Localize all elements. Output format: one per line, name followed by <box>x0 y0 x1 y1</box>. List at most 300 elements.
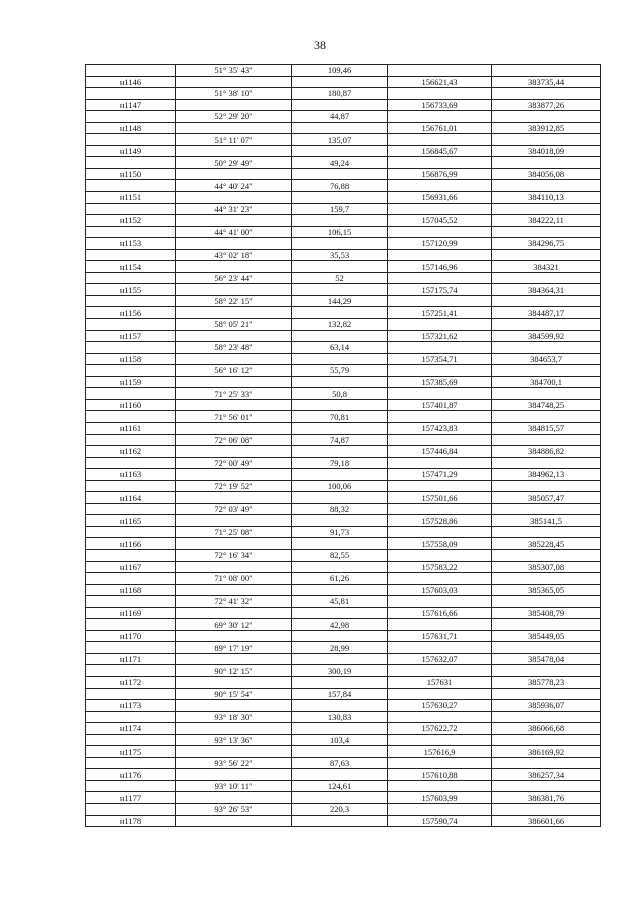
y-cell: 384700,1 <box>492 376 601 388</box>
angle-cell <box>176 307 292 319</box>
x-cell <box>388 434 492 446</box>
angle-cell: 71° 25' 33" <box>176 388 292 400</box>
table-row <box>86 411 601 423</box>
y-cell <box>492 319 601 331</box>
length-cell: 88,32 <box>292 503 388 515</box>
point-cell: н1163 <box>86 469 176 481</box>
angle-cell: 56° 23' 44" <box>176 272 292 284</box>
length-cell: 103,4 <box>292 734 388 746</box>
length-cell <box>292 261 388 273</box>
angle-cell <box>176 584 292 596</box>
x-cell <box>388 388 492 400</box>
angle-cell <box>176 122 292 134</box>
table-row <box>86 711 601 723</box>
length-cell: 44,87 <box>292 111 388 123</box>
length-cell <box>292 469 388 481</box>
point-cell: н1164 <box>86 492 176 504</box>
x-cell: 157528,86 <box>388 515 492 527</box>
angle-cell: 72° 41' 32" <box>176 596 292 608</box>
angle-cell: 72° 06' 08" <box>176 434 292 446</box>
length-cell <box>292 538 388 550</box>
length-cell: 135,07 <box>292 134 388 146</box>
angle-cell <box>176 653 292 665</box>
table-row <box>86 353 601 365</box>
angle-cell: 72° 19' 52" <box>176 480 292 492</box>
point-cell <box>86 757 176 769</box>
table-row <box>86 261 601 273</box>
angle-cell: 58° 23' 48" <box>176 342 292 354</box>
point-cell: н1177 <box>86 792 176 804</box>
angle-cell <box>176 492 292 504</box>
point-cell <box>86 503 176 515</box>
y-cell: 384321 <box>492 261 601 273</box>
length-cell <box>292 561 388 573</box>
point-cell: н1172 <box>86 676 176 688</box>
y-cell: 385478,04 <box>492 653 601 665</box>
x-cell: 157471,29 <box>388 469 492 481</box>
table-row <box>86 284 601 296</box>
length-cell <box>292 76 388 88</box>
y-cell: 385057,47 <box>492 492 601 504</box>
y-cell <box>492 134 601 146</box>
length-cell: 87,63 <box>292 757 388 769</box>
x-cell: 157616,66 <box>388 607 492 619</box>
angle-cell: 52° 29' 20" <box>176 111 292 123</box>
point-cell <box>86 780 176 792</box>
length-cell: 132,82 <box>292 319 388 331</box>
y-cell <box>492 526 601 538</box>
point-cell <box>86 711 176 723</box>
table-row <box>86 434 601 446</box>
table-row <box>86 145 601 157</box>
table-row <box>86 480 601 492</box>
x-cell: 156761,01 <box>388 122 492 134</box>
table-row <box>86 342 601 354</box>
y-cell <box>492 503 601 515</box>
length-cell <box>292 376 388 388</box>
table-row <box>86 538 601 550</box>
angle-cell: 44° 31' 23" <box>176 203 292 215</box>
length-cell: 82,55 <box>292 549 388 561</box>
length-cell: 61,26 <box>292 573 388 585</box>
point-cell: н1154 <box>86 261 176 273</box>
table-row <box>86 238 601 250</box>
length-cell: 159,7 <box>292 203 388 215</box>
length-cell <box>292 215 388 227</box>
x-cell <box>388 457 492 469</box>
length-cell <box>292 238 388 250</box>
table-row <box>86 769 601 781</box>
length-cell: 35,53 <box>292 249 388 261</box>
point-cell: н1178 <box>86 815 176 827</box>
y-cell: 383735,44 <box>492 76 601 88</box>
y-cell: 386601,66 <box>492 815 601 827</box>
table-row <box>86 376 601 388</box>
y-cell: 385778,23 <box>492 676 601 688</box>
point-cell <box>86 549 176 561</box>
y-cell: 383912,85 <box>492 122 601 134</box>
table-row <box>86 515 601 527</box>
y-cell: 384886,82 <box>492 446 601 458</box>
point-cell <box>86 88 176 100</box>
x-cell: 157603,03 <box>388 584 492 596</box>
table-row <box>86 584 601 596</box>
y-cell <box>492 619 601 631</box>
table-row <box>86 457 601 469</box>
table-row <box>86 526 601 538</box>
table-row <box>86 665 601 677</box>
angle-cell: 93° 18' 30" <box>176 711 292 723</box>
angle-cell <box>176 399 292 411</box>
x-cell <box>388 134 492 146</box>
angle-cell <box>176 422 292 434</box>
length-cell <box>292 515 388 527</box>
y-cell <box>492 272 601 284</box>
point-cell: н1153 <box>86 238 176 250</box>
point-cell <box>86 180 176 192</box>
length-cell <box>292 307 388 319</box>
angle-cell: 71° 56' 01" <box>176 411 292 423</box>
point-cell: н1167 <box>86 561 176 573</box>
table-row <box>86 734 601 746</box>
y-cell <box>492 434 601 446</box>
angle-cell <box>176 215 292 227</box>
x-cell <box>388 734 492 746</box>
table-row <box>86 757 601 769</box>
table-row <box>86 399 601 411</box>
point-cell <box>86 272 176 284</box>
length-cell <box>292 746 388 758</box>
point-cell: н1165 <box>86 515 176 527</box>
y-cell: 386169,92 <box>492 746 601 758</box>
x-cell: 157630,27 <box>388 700 492 712</box>
x-cell: 157632,07 <box>388 653 492 665</box>
point-cell <box>86 596 176 608</box>
x-cell: 157631,71 <box>388 630 492 642</box>
x-cell: 157603,99 <box>388 792 492 804</box>
table-row <box>86 168 601 180</box>
point-cell <box>86 804 176 816</box>
table-row <box>86 688 601 700</box>
table-row <box>86 272 601 284</box>
point-cell: н1176 <box>86 769 176 781</box>
length-cell <box>292 446 388 458</box>
x-cell <box>388 180 492 192</box>
y-cell: 385408,79 <box>492 607 601 619</box>
y-cell <box>492 249 601 261</box>
table-row <box>86 330 601 342</box>
y-cell: 384364,31 <box>492 284 601 296</box>
point-cell: н1159 <box>86 376 176 388</box>
angle-cell <box>176 561 292 573</box>
angle-cell: 93° 13' 36" <box>176 734 292 746</box>
length-cell: 74,87 <box>292 434 388 446</box>
y-cell <box>492 596 601 608</box>
length-cell <box>292 122 388 134</box>
length-cell: 45,81 <box>292 596 388 608</box>
table-row <box>86 549 601 561</box>
length-cell <box>292 353 388 365</box>
table-row <box>86 630 601 642</box>
point-cell: н1166 <box>86 538 176 550</box>
y-cell: 386257,34 <box>492 769 601 781</box>
y-cell: 384748,25 <box>492 399 601 411</box>
x-cell: 157175,74 <box>388 284 492 296</box>
angle-cell: 50° 29' 49" <box>176 157 292 169</box>
point-cell: н1174 <box>86 723 176 735</box>
angle-cell: 90° 12' 15" <box>176 665 292 677</box>
point-cell <box>86 411 176 423</box>
page-number: 38 <box>314 38 326 52</box>
x-cell <box>388 203 492 215</box>
point-cell: н1175 <box>86 746 176 758</box>
x-cell: 156876,99 <box>388 168 492 180</box>
y-cell <box>492 734 601 746</box>
length-cell: 106,15 <box>292 226 388 238</box>
point-cell <box>86 342 176 354</box>
x-cell: 157401,87 <box>388 399 492 411</box>
point-cell: н1147 <box>86 99 176 111</box>
angle-cell <box>176 192 292 204</box>
y-cell: 384222,11 <box>492 215 601 227</box>
x-cell <box>388 111 492 123</box>
length-cell: 157,84 <box>292 688 388 700</box>
point-cell: н1171 <box>86 653 176 665</box>
point-cell <box>86 434 176 446</box>
length-cell <box>292 769 388 781</box>
table-row <box>86 804 601 816</box>
length-cell <box>292 607 388 619</box>
y-cell <box>492 65 601 77</box>
table-row <box>86 607 601 619</box>
length-cell <box>292 584 388 596</box>
x-cell <box>388 573 492 585</box>
table-row <box>86 492 601 504</box>
table-row <box>86 203 601 215</box>
point-cell <box>86 573 176 585</box>
table-row <box>86 157 601 169</box>
angle-cell <box>176 376 292 388</box>
table-row <box>86 365 601 377</box>
table-row <box>86 446 601 458</box>
x-cell <box>388 272 492 284</box>
table-row <box>86 111 601 123</box>
x-cell <box>388 503 492 515</box>
point-cell <box>86 157 176 169</box>
table-row <box>86 307 601 319</box>
point-cell: н1170 <box>86 630 176 642</box>
length-cell: 52 <box>292 272 388 284</box>
x-cell <box>388 757 492 769</box>
length-cell: 300,19 <box>292 665 388 677</box>
x-cell: 157251,41 <box>388 307 492 319</box>
point-cell: н1173 <box>86 700 176 712</box>
point-cell: н1162 <box>86 446 176 458</box>
table-row <box>86 573 601 585</box>
angle-cell <box>176 76 292 88</box>
length-cell <box>292 676 388 688</box>
table-row <box>86 503 601 515</box>
length-cell: 42,98 <box>292 619 388 631</box>
y-cell: 384056,08 <box>492 168 601 180</box>
table-row <box>86 746 601 758</box>
point-cell: н1148 <box>86 122 176 134</box>
table-row <box>86 780 601 792</box>
table-row <box>86 215 601 227</box>
angle-cell: 51° 35' 43" <box>176 65 292 77</box>
table-row <box>86 249 601 261</box>
length-cell: 28,99 <box>292 642 388 654</box>
angle-cell: 71° 25' 08" <box>176 526 292 538</box>
angle-cell <box>176 746 292 758</box>
x-cell: 157610,88 <box>388 769 492 781</box>
y-cell: 384018,09 <box>492 145 601 157</box>
angle-cell <box>176 723 292 735</box>
angle-cell <box>176 469 292 481</box>
x-cell <box>388 88 492 100</box>
y-cell <box>492 388 601 400</box>
angle-cell: 44° 41' 00" <box>176 226 292 238</box>
x-cell: 157501,66 <box>388 492 492 504</box>
length-cell: 124,61 <box>292 780 388 792</box>
point-cell <box>86 665 176 677</box>
point-cell <box>86 319 176 331</box>
table-row <box>86 180 601 192</box>
y-cell: 385449,05 <box>492 630 601 642</box>
x-cell: 157321,62 <box>388 330 492 342</box>
y-cell: 383877,26 <box>492 99 601 111</box>
angle-cell <box>176 330 292 342</box>
point-cell <box>86 480 176 492</box>
x-cell: 156845,67 <box>388 145 492 157</box>
x-cell <box>388 596 492 608</box>
table-row <box>86 319 601 331</box>
x-cell <box>388 804 492 816</box>
length-cell <box>292 723 388 735</box>
y-cell <box>492 411 601 423</box>
angle-cell: 43° 02' 18" <box>176 249 292 261</box>
point-cell <box>86 619 176 631</box>
angle-cell <box>176 238 292 250</box>
table-row <box>86 76 601 88</box>
x-cell <box>388 65 492 77</box>
length-cell: 79,18 <box>292 457 388 469</box>
length-cell: 49,24 <box>292 157 388 169</box>
point-cell <box>86 457 176 469</box>
angle-cell: 93° 26' 53" <box>176 804 292 816</box>
y-cell <box>492 180 601 192</box>
angle-cell <box>176 353 292 365</box>
angle-cell <box>176 99 292 111</box>
x-cell <box>388 157 492 169</box>
x-cell <box>388 780 492 792</box>
point-cell: н1149 <box>86 145 176 157</box>
length-cell <box>292 815 388 827</box>
x-cell: 157446,84 <box>388 446 492 458</box>
table-row <box>86 99 601 111</box>
angle-cell <box>176 676 292 688</box>
point-cell <box>86 688 176 700</box>
point-cell <box>86 226 176 238</box>
table-row <box>86 226 601 238</box>
angle-cell <box>176 261 292 273</box>
angle-cell <box>176 168 292 180</box>
y-cell: 386066,68 <box>492 723 601 735</box>
point-cell: н1146 <box>86 76 176 88</box>
y-cell: 384815,57 <box>492 422 601 434</box>
length-cell: 50,8 <box>292 388 388 400</box>
point-cell <box>86 203 176 215</box>
angle-cell <box>176 446 292 458</box>
angle-cell: 72° 16' 34" <box>176 549 292 561</box>
angle-cell: 90° 15' 54" <box>176 688 292 700</box>
coordinates-table <box>85 64 601 827</box>
x-cell <box>388 411 492 423</box>
table-row <box>86 88 601 100</box>
y-cell <box>492 111 601 123</box>
length-cell <box>292 630 388 642</box>
length-cell: 55,79 <box>292 365 388 377</box>
x-cell: 157354,71 <box>388 353 492 365</box>
length-cell <box>292 168 388 180</box>
length-cell <box>292 284 388 296</box>
angle-cell <box>176 284 292 296</box>
y-cell: 385936,07 <box>492 700 601 712</box>
y-cell <box>492 549 601 561</box>
length-cell: 109,46 <box>292 65 388 77</box>
angle-cell: 56° 16' 12" <box>176 365 292 377</box>
angle-cell: 89° 17' 19" <box>176 642 292 654</box>
length-cell: 70,81 <box>292 411 388 423</box>
y-cell: 384653,7 <box>492 353 601 365</box>
table-row <box>86 642 601 654</box>
table-row <box>86 65 601 77</box>
x-cell: 157120,99 <box>388 238 492 250</box>
angle-cell <box>176 538 292 550</box>
point-cell: н1168 <box>86 584 176 596</box>
angle-cell <box>176 145 292 157</box>
table-row <box>86 723 601 735</box>
x-cell <box>388 526 492 538</box>
angle-cell: 58° 05' 21" <box>176 319 292 331</box>
angle-cell <box>176 515 292 527</box>
x-cell <box>388 365 492 377</box>
point-cell: н1157 <box>86 330 176 342</box>
x-cell: 156733,69 <box>388 99 492 111</box>
point-cell <box>86 642 176 654</box>
table-row <box>86 388 601 400</box>
angle-cell <box>176 607 292 619</box>
point-cell <box>86 295 176 307</box>
y-cell <box>492 480 601 492</box>
angle-cell: 58° 22' 15" <box>176 295 292 307</box>
point-cell <box>86 388 176 400</box>
x-cell <box>388 711 492 723</box>
point-cell: н1155 <box>86 284 176 296</box>
table-row <box>86 596 601 608</box>
y-cell <box>492 665 601 677</box>
y-cell <box>492 804 601 816</box>
y-cell: 384599,92 <box>492 330 601 342</box>
length-cell: 130,83 <box>292 711 388 723</box>
angle-cell <box>176 769 292 781</box>
table-row <box>86 192 601 204</box>
length-cell: 91,73 <box>292 526 388 538</box>
point-cell <box>86 526 176 538</box>
point-cell: н1156 <box>86 307 176 319</box>
length-cell <box>292 330 388 342</box>
table-row <box>86 122 601 134</box>
